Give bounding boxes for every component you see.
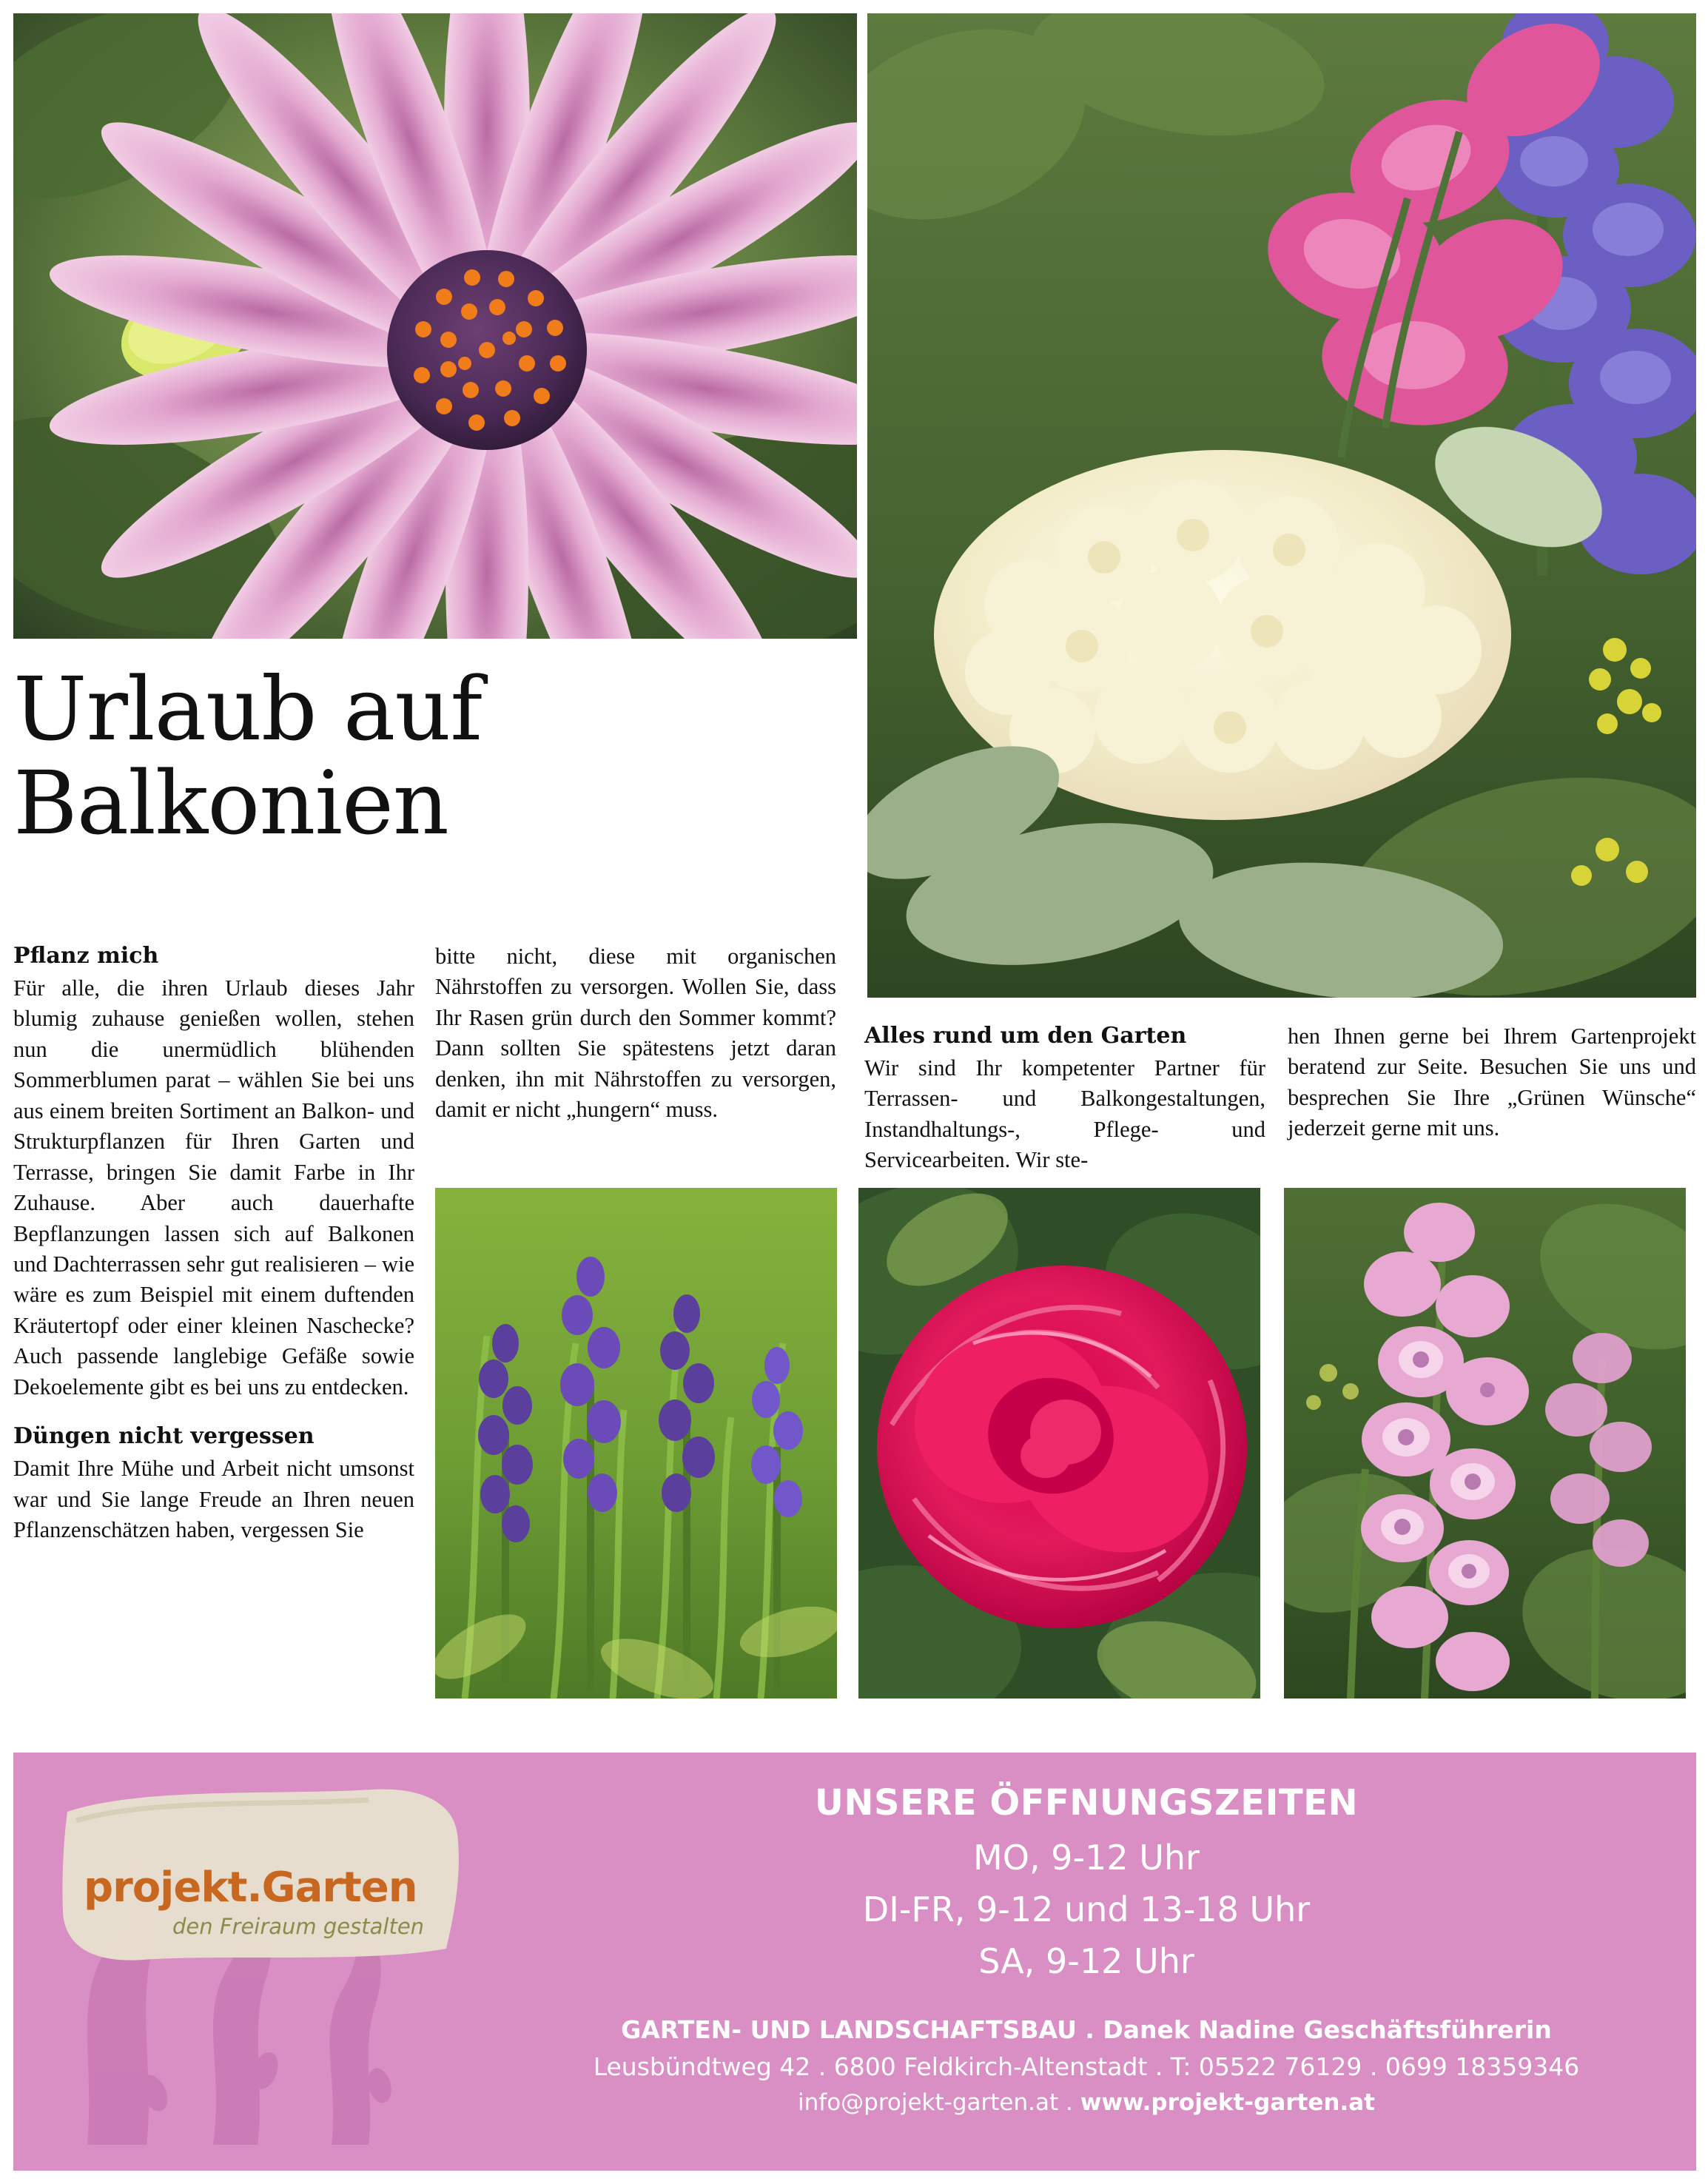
subhead-pflanz-mich: Pflanz mich — [13, 943, 159, 969]
body-text-5: hen Ihnen gerne bei Ihrem Gartenprojekt beratend zur Seite. Besuchen Sie uns und besprechen Sie Ihre „Grünen Wünsche“ jederzeit gerne mit uns. — [1288, 1024, 1696, 1141]
subhead-alles-rund-um-den-garten: Alles rund um den Garten — [864, 1023, 1187, 1049]
website-link[interactable]: www.projekt-garten.at — [1080, 2089, 1375, 2116]
contact-web-line — [487, 2089, 1686, 2116]
body-text-2: Damit Ihre Mühe und Arbeit nicht umsonst war und Sie lange Freude an Ihren neuen Pflanzenschätzen haben, vergessen Sie — [13, 1456, 414, 1543]
article-column-3 — [864, 1021, 1265, 1176]
headline-line-2: Balkonien — [13, 752, 448, 855]
opening-hours-line-2: DI-FR, 9-12 und 13-18 Uhr — [862, 1889, 1311, 1929]
body-text-1: Für alle, die ihren Urlaub dieses Jahr blumig zuhause genießen wollen, stehen nun die unermüdlich blühenden Sommerblumen parat – wählen Sie bei uns aus einem breiten Sortiment an Balkon- und Strukturpflanzen für Ihren Garten und Terrasse, bringen Sie damit Farbe in Ihr Zuhause. Aber auch dauerhafte Bepflanzungen lassen sich auf Balkonen und Dachterrassen sehr gut realisieren – wie wäre es zum Beispiel mit einem duftenden Kräutertopf oder einer kleinen Naschecke? Auch passende langlebige Gefäße sowie Dekoelemente gibt es bei uns zu entdecken. — [13, 975, 414, 1400]
thumbnail-image-delphinium — [1284, 1188, 1686, 1699]
separator-dot: . — [1058, 2089, 1080, 2116]
footer-advertisement — [13, 1753, 1696, 2171]
hero-image-hydrangea-delphinium — [867, 13, 1696, 998]
article-column-2 — [435, 941, 836, 1126]
thumbnail-image-rose — [858, 1188, 1260, 1699]
address-line: Leusbündtweg 42 . 6800 Feldkirch-Altenstadt . T: 05522 76129 . 0699 18359346 — [593, 2052, 1580, 2081]
company-line: GARTEN- UND LANDSCHAFTSBAU . Danek Nadine Geschäftsführerin — [621, 2015, 1552, 2044]
article-column-4 — [1288, 1021, 1696, 1144]
opening-hours-line-3: SA, 9-12 Uhr — [978, 1941, 1194, 1981]
logo-tagline: den Freiraum gestalten — [172, 1914, 425, 1939]
body-text-4: Wir sind Ihr kompetenter Partner für Terrassen- und Balkongestaltungen, Instandhaltungs-, Pflege- und Servicearbeiten. Wir ste- — [864, 1055, 1265, 1173]
hero-image-daisy — [13, 13, 857, 639]
opening-hours-line-1: MO, 9-12 Uhr — [973, 1838, 1200, 1878]
opening-hours-title: UNSERE ÖFFNUNGSZEITEN — [814, 1782, 1359, 1824]
body-text-3: bitte nicht, diese mit organischen Nährstoffen zu versorgen. Wollen Sie, dass Ihr Rasen grün durch den Sommer kommt? Dann sollten Sie spätestens jetzt daran denken, ihn mit Nährstoffen zu versorgen, damit er nicht „hungern“ muss. — [435, 944, 836, 1123]
page-title — [13, 658, 850, 855]
subhead-duengen: Düngen nicht vergessen — [13, 1423, 315, 1450]
thumbnail-image-salvia — [435, 1188, 837, 1699]
headline-line-1: Urlaub auf — [13, 658, 483, 760]
email-text[interactable]: info@projekt-garten.at — [798, 2089, 1059, 2116]
article-column-1 — [13, 941, 414, 1546]
logo-name: projekt.Garten — [84, 1864, 417, 1912]
